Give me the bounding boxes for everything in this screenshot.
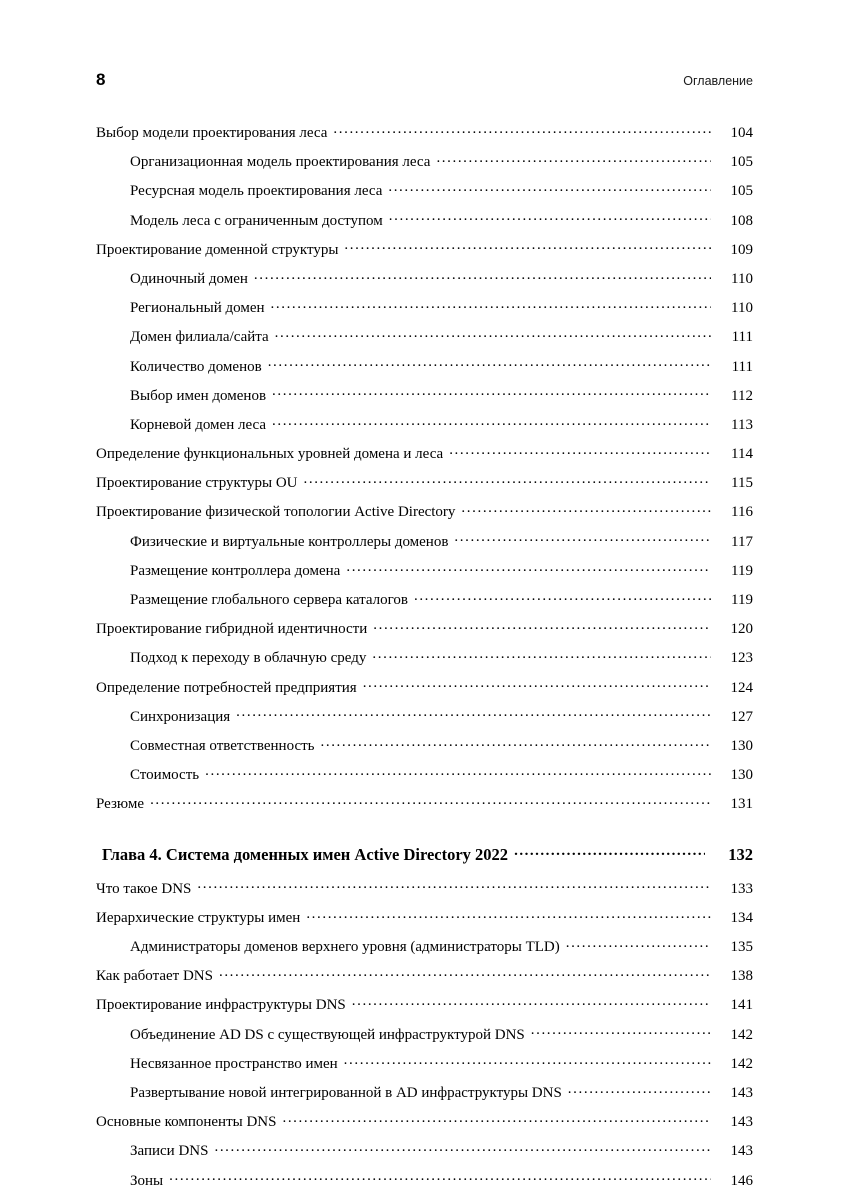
toc-leader-dots xyxy=(268,356,711,371)
toc-entry[interactable] xyxy=(96,239,753,268)
toc-entry-page: 119 xyxy=(731,562,753,579)
toc-leader-dots xyxy=(346,560,711,575)
toc-leader-dots xyxy=(531,1024,711,1039)
toc-entry-label: Стоимость xyxy=(130,767,200,784)
toc-entry[interactable] xyxy=(130,589,753,618)
toc-entry-page: 115 xyxy=(731,475,753,492)
toc-leader-dots xyxy=(436,151,711,166)
toc-entry[interactable] xyxy=(96,501,753,530)
toc-leader-dots xyxy=(219,965,711,980)
toc-entry-page: 146 xyxy=(730,1172,753,1189)
toc-entry[interactable] xyxy=(130,326,753,355)
toc-entry[interactable] xyxy=(130,560,753,589)
toc-leader-dots xyxy=(306,907,711,922)
toc-entry-page: 135 xyxy=(730,939,753,956)
toc-entry-label: Определение функциональных уровней домена и леса xyxy=(96,446,444,463)
toc-entry-label: Основные компоненты DNS xyxy=(96,1114,277,1131)
toc-entry[interactable] xyxy=(130,936,753,965)
toc-entry-page: 131 xyxy=(730,796,753,813)
page-header xyxy=(96,70,753,90)
toc-leader-dots xyxy=(150,793,711,808)
toc-entry-page: 130 xyxy=(730,737,753,754)
toc-entry-label: Зоны xyxy=(130,1172,164,1189)
toc-leader-dots xyxy=(372,647,711,662)
toc-entry-page: 141 xyxy=(730,997,753,1014)
toc-entry-page: 138 xyxy=(730,968,753,985)
toc-entry-label: Развертывание новой интегрированной в AD инфраструктуры DNS xyxy=(130,1085,562,1101)
toc-leader-dots xyxy=(352,994,711,1009)
toc-entry[interactable] xyxy=(130,1082,753,1111)
toc-leader-dots xyxy=(461,501,711,516)
toc-entry[interactable] xyxy=(96,793,753,822)
toc-entry[interactable] xyxy=(130,268,753,297)
toc-entry[interactable] xyxy=(130,1053,753,1082)
toc-entry-page: 143 xyxy=(730,1143,753,1160)
toc-entry[interactable] xyxy=(130,1140,753,1169)
toc-entry-label: Резюме xyxy=(96,796,145,813)
toc-entry[interactable] xyxy=(96,472,753,501)
toc-leader-dots xyxy=(214,1140,711,1155)
toc-leader-dots xyxy=(272,414,711,429)
toc-entry[interactable] xyxy=(130,531,753,560)
toc-entry[interactable] xyxy=(96,965,753,994)
toc-entry[interactable] xyxy=(130,1170,753,1199)
toc-entry-label: Совместная ответственность xyxy=(130,737,315,754)
toc-leader-dots xyxy=(254,268,711,283)
toc-entry-label: Количество доменов xyxy=(130,358,262,375)
toc-leader-dots xyxy=(333,122,711,137)
toc-leader-dots xyxy=(272,385,711,400)
toc-leader-dots xyxy=(414,589,711,604)
toc-entry[interactable] xyxy=(96,994,753,1023)
toc-leader-dots xyxy=(275,326,711,341)
toc-entry-page: 112 xyxy=(731,387,753,404)
toc-entry-label: Проектирование гибридной идентичности xyxy=(96,621,368,638)
toc-entry[interactable] xyxy=(130,356,753,385)
toc-entry[interactable] xyxy=(96,878,753,907)
toc-entry-label: Одиночный домен xyxy=(130,270,248,287)
toc-entry-page: 142 xyxy=(730,1026,753,1043)
toc-leader-dots xyxy=(449,443,711,458)
table-of-contents xyxy=(96,122,753,1199)
running-title: Оглавление xyxy=(683,74,753,88)
toc-entry-label: Как работает DNS xyxy=(96,968,213,985)
toc-leader-dots xyxy=(271,297,711,312)
toc-entry[interactable] xyxy=(96,443,753,472)
toc-entry[interactable] xyxy=(130,297,753,326)
toc-leader-dots xyxy=(514,845,705,860)
toc-leader-dots xyxy=(304,472,712,487)
toc-entry[interactable] xyxy=(130,385,753,414)
toc-entry-page: 104 xyxy=(730,125,753,141)
toc-leader-dots xyxy=(566,936,711,951)
toc-entry[interactable] xyxy=(96,677,753,706)
toc-entry-page: 110 xyxy=(731,300,753,317)
toc-entry-page: 105 xyxy=(730,154,753,171)
toc-entry-page: 124 xyxy=(730,679,753,696)
toc-entry-page: 143 xyxy=(730,1085,753,1101)
toc-leader-dots xyxy=(454,531,711,546)
toc-entry-label: Объединение AD DS с существующей инфраструктурой DNS xyxy=(130,1026,525,1043)
toc-leader-dots xyxy=(236,706,711,721)
toc-leader-dots xyxy=(321,735,712,750)
toc-entry[interactable] xyxy=(130,151,753,180)
toc-entry-page: 113 xyxy=(731,416,753,433)
toc-entry-label: Размещение глобального сервера каталогов xyxy=(130,592,408,608)
toc-entry-page: 127 xyxy=(730,708,753,725)
toc-entry-page: 134 xyxy=(730,909,753,926)
toc-leader-dots xyxy=(197,878,711,893)
toc-entry-page: 108 xyxy=(730,212,753,229)
toc-entry-label: Несвязанное пространство имен xyxy=(130,1055,338,1072)
toc-entry-label: Глава 4. Система доменных имен Active Directory 2022 xyxy=(102,844,509,864)
toc-entry-label: Администраторы доменов верхнего уровня (администраторы TLD) xyxy=(130,939,560,956)
toc-entry-label: Синхронизация xyxy=(130,708,231,725)
toc-entry[interactable] xyxy=(130,180,753,209)
toc-entry-page: 119 xyxy=(731,592,753,608)
toc-entry-label: Проектирование доменной структуры xyxy=(96,241,339,258)
toc-leader-dots xyxy=(388,180,711,195)
toc-entry-label: Физические и виртуальные контроллеры доменов xyxy=(130,533,449,550)
toc-entry[interactable] xyxy=(130,414,753,443)
toc-entry-page: 123 xyxy=(730,650,753,667)
toc-entry-label: Выбор имен доменов xyxy=(130,387,267,404)
toc-entry-label: Размещение контроллера домена xyxy=(130,562,341,579)
toc-entry-label: Домен филиала/сайта xyxy=(130,329,269,346)
toc-entry-label: Подход к переходу в облачную среду xyxy=(130,650,367,667)
toc-entry-label: Ресурсная модель проектирования леса xyxy=(130,183,383,200)
toc-entry-label: Проектирование структуры OU xyxy=(96,475,298,492)
toc-entry-page: 111 xyxy=(731,329,753,346)
toc-entry[interactable] xyxy=(96,618,753,647)
toc-entry-page: 132 xyxy=(728,844,753,864)
toc-leader-dots xyxy=(389,210,711,225)
toc-entry-page: 120 xyxy=(730,621,753,638)
toc-entry[interactable] xyxy=(130,1024,753,1053)
toc-entry-page: 109 xyxy=(730,241,753,258)
toc-entry-label: Региональный домен xyxy=(130,300,265,317)
toc-entry[interactable] xyxy=(130,735,753,764)
toc-entry-label: Модель леса с ограниченным доступом xyxy=(130,212,383,229)
toc-entry-page: 105 xyxy=(730,183,753,200)
toc-entry-label: Корневой домен леса xyxy=(130,416,266,433)
toc-entry-page: 143 xyxy=(730,1114,753,1131)
toc-entry-label: Организационная модель проектирования леса xyxy=(130,154,431,171)
toc-entry-label: Что такое DNS xyxy=(96,880,192,897)
toc-entry[interactable] xyxy=(130,764,753,793)
toc-leader-dots xyxy=(344,1053,711,1068)
toc-entry[interactable] xyxy=(130,706,753,735)
toc-entry-label: Записи DNS xyxy=(130,1143,209,1160)
toc-leader-dots xyxy=(373,618,711,633)
toc-entry-page: 117 xyxy=(731,533,753,550)
toc-entry[interactable] xyxy=(96,1111,753,1140)
toc-entry[interactable] xyxy=(96,122,753,151)
toc-chapter-entry[interactable] xyxy=(102,845,753,874)
toc-entry-label: Проектирование инфраструктуры DNS xyxy=(96,997,346,1014)
toc-entry-label: Иерархические структуры имен xyxy=(96,909,301,926)
toc-entry-page: 142 xyxy=(730,1055,753,1072)
page-number: 8 xyxy=(96,70,106,89)
toc-entry[interactable] xyxy=(130,647,753,676)
toc-leader-dots xyxy=(282,1111,711,1126)
toc-entry[interactable] xyxy=(130,210,753,239)
toc-entry-label: Проектирование физической топологии Active Directory xyxy=(96,504,456,521)
toc-spacer xyxy=(96,823,753,845)
toc-entry-page: 133 xyxy=(730,880,753,897)
toc-entry-label: Определение потребностей предприятия xyxy=(96,679,357,696)
toc-entry[interactable] xyxy=(96,907,753,936)
toc-entry-page: 116 xyxy=(731,504,753,521)
toc-entry-label: Выбор модели проектирования леса xyxy=(96,125,328,141)
toc-entry-page: 111 xyxy=(731,358,753,375)
toc-leader-dots xyxy=(205,764,711,779)
toc-leader-dots xyxy=(363,677,711,692)
toc-leader-dots xyxy=(169,1170,711,1185)
toc-entry-page: 110 xyxy=(731,270,753,287)
toc-leader-dots xyxy=(344,239,711,254)
toc-entry-page: 114 xyxy=(731,446,753,463)
toc-entry-page: 130 xyxy=(730,767,753,784)
toc-leader-dots xyxy=(568,1082,711,1097)
